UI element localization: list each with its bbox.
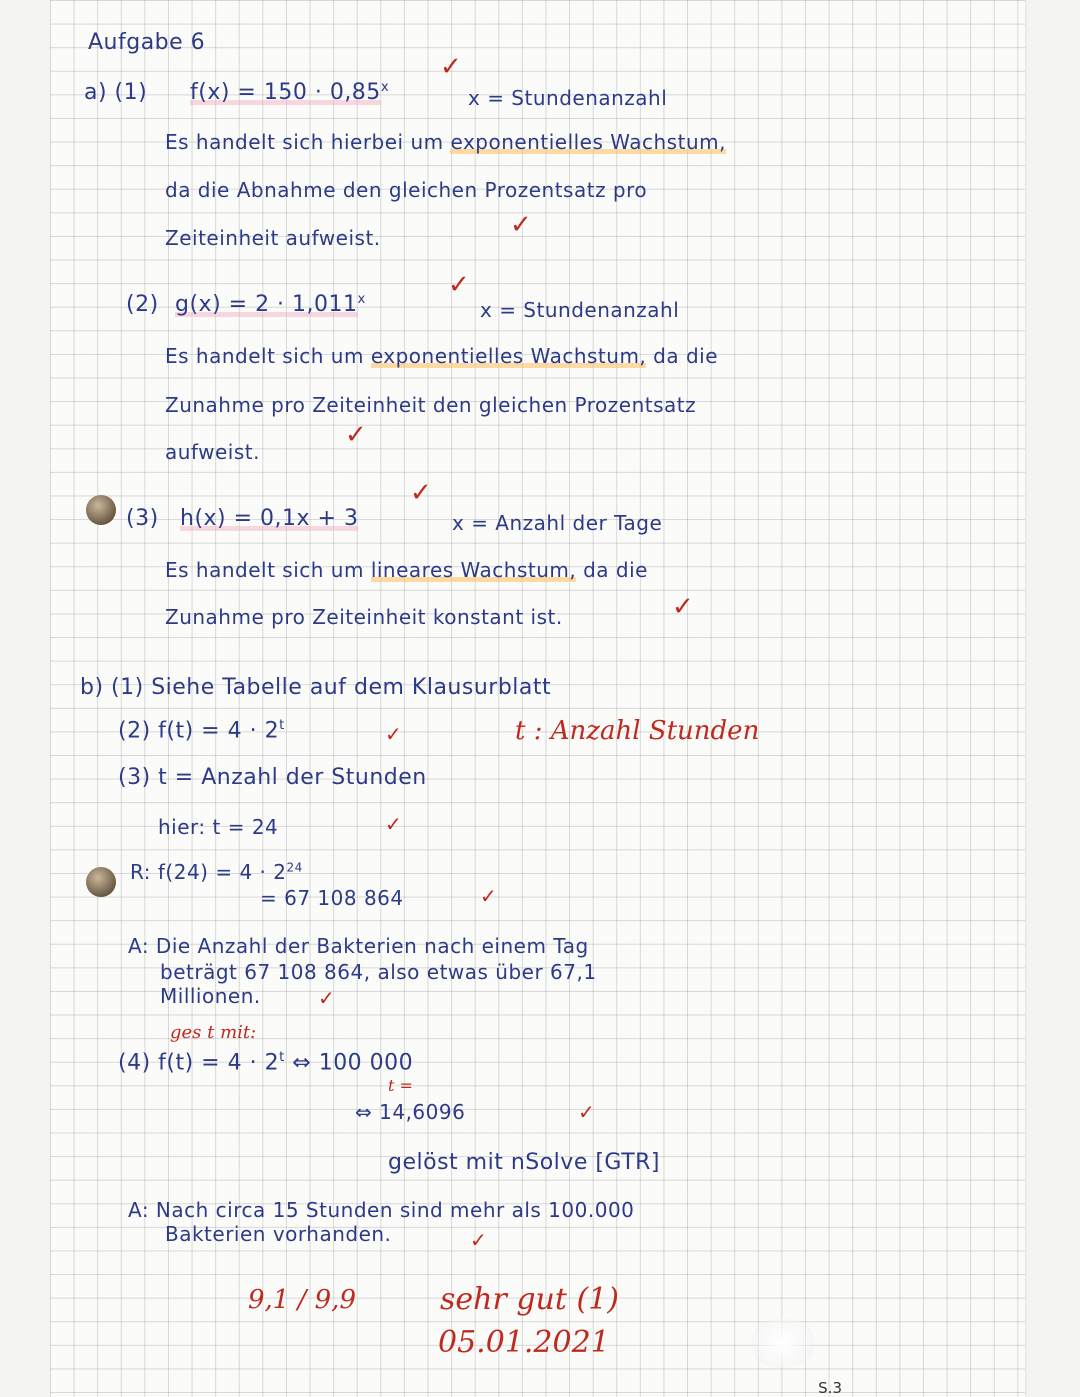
b-calc-result: = 67 108 864 [260,886,404,910]
b4-result: ⇔ 14,6096 [355,1100,466,1124]
check-mark: ✓ [440,52,462,82]
b-answer-line3: Millionen. [160,984,261,1008]
b1-line: b) (1) Siehe Tabelle auf dem Klausurblatt [80,675,552,700]
b-answer-line1: A: Die Anzahl der Bakterien nach einem Tag [128,934,589,958]
check-mark: ✓ [448,270,470,300]
teacher-note-t-eq: t = [388,1076,413,1095]
teacher-note-ges: ges t mit: [170,1022,257,1043]
a3-formula: h(x) = 0,1x + 3 [180,506,359,531]
a1-text-line2: da die Abnahme den gleichen Prozentsatz pro [165,178,648,202]
check-mark: ✓ [385,812,402,836]
check-mark: ✓ [480,884,497,908]
b-answer-line2: beträgt 67 108 864, also etwas über 67,1 [160,960,597,984]
a2-text-line3: aufweist. [165,440,260,464]
a3-text-line2: Zunahme pro Zeiteinheit konstant ist. [165,605,563,629]
check-mark: ✓ [385,722,402,746]
a1-formula: $f(x) = 150 \cdot 0,85^x$ [190,80,390,106]
check-mark: ✓ [410,478,432,508]
check-mark: ✓ [672,592,694,622]
a1-label: a) (1) [84,80,148,105]
a1-text-line1: Es handelt sich hierbei um exponentielles Wachstum, [165,130,726,154]
page-number: S.3 [818,1379,842,1397]
b2-formula: (2) $f(t) = 4 \cdot 2^t$ [118,718,285,744]
a2-variable: x = Stundenanzahl [480,298,680,322]
b4-answer-line2: Bakterien vorhanden. [165,1222,392,1246]
b4-formula: (4) $f(t) = 4 \cdot 2^t$ ⇔ 100 000 [118,1050,414,1076]
check-mark: ✓ [510,210,532,240]
task-heading: Aufgabe 6 [88,30,206,55]
a2-label: (2) [126,292,159,317]
b4-answer-line1: A: Nach circa 15 Stunden sind mehr als 100.000 [128,1198,635,1222]
a2-text-line1: Es handelt sich um exponentielles Wachstum, da die [165,344,719,368]
a3-variable: x = Anzahl der Tage [452,511,663,535]
a3-text-line1: Es handelt sich um lineares Wachstum, da die [165,558,648,582]
grading-points: 9,1 / 9,9 [248,1285,356,1315]
punch-hole [86,495,116,525]
a1-text-line3: Zeiteinheit aufweist. [165,226,381,250]
teacher-note-t: t : Anzahl Stunden [515,716,760,746]
check-mark: ✓ [345,420,367,450]
b-hier-line: hier: t = 24 [158,815,279,839]
b4-method: gelöst mit nSolve [GTR] [388,1150,660,1175]
a2-text-line2: Zunahme pro Zeiteinheit den gleichen Prozentsatz [165,393,697,417]
check-mark: ✓ [470,1228,487,1252]
b3-line: (3) t = Anzahl der Stunden [118,765,427,790]
b-calc-line: R: $f(24) = 4 \cdot 2^{24}$ [130,860,303,884]
a1-variable: x = Stundenanzahl [468,86,668,110]
grading-grade: sehr gut (1) [440,1282,619,1317]
a3-label: (3) [126,506,159,531]
grading-date: 05.01.2021 [438,1325,610,1360]
punch-hole [86,867,116,897]
check-mark: ✓ [318,986,335,1010]
paper-stain [748,1318,818,1368]
check-mark: ✓ [578,1100,595,1124]
a2-formula: $g(x) = 2 \cdot 1,011^x$ [175,292,366,318]
